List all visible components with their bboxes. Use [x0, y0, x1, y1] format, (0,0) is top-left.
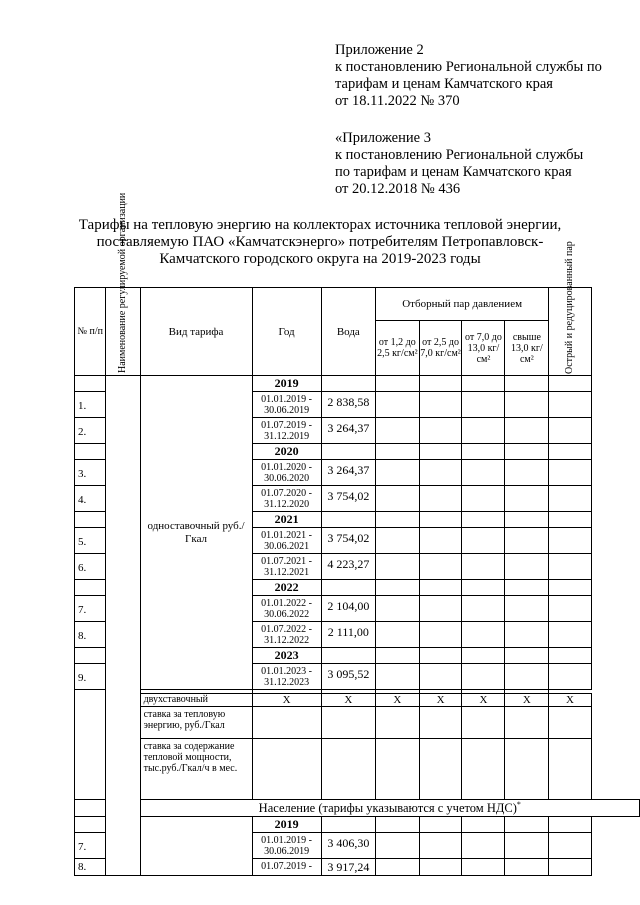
col-header-water: Вода: [321, 288, 375, 376]
row-period: 01.01.2023 - 31.12.2023: [252, 664, 321, 690]
row-water-tariff: 4 223,27: [321, 554, 375, 580]
population-tariff-kind-cell: [140, 817, 252, 876]
col-header-pressure-4: свыше 13,0 кг/см²: [505, 321, 549, 376]
row-number: 5.: [75, 528, 106, 554]
footnote-marker: *: [516, 800, 521, 809]
col-header-sharp-steam: [549, 240, 591, 376]
population-header-row: [75, 800, 640, 817]
row-number: 8.: [75, 622, 106, 648]
year-label: 2019: [252, 376, 321, 392]
col-header-pressure-1: от 1,2 до 2,5 кг/см²: [376, 321, 420, 376]
year-label: 2020: [252, 444, 321, 460]
title-line: Тарифы на тепловую энергию на коллекторах источника тепловой энергии,: [78, 217, 562, 233]
year-row: [75, 376, 640, 392]
appendix-2-line: Приложение 2: [335, 42, 424, 58]
x-mark: X: [419, 694, 462, 707]
col-header-org-text: Наименование регулируемой организации: [117, 192, 129, 373]
row-water-tariff: 3 754,02: [321, 486, 375, 512]
row-number: 9.: [75, 664, 106, 690]
appendix-2-line: к постановлению Региональной службы по: [335, 59, 602, 75]
row-number: 8.: [75, 859, 106, 876]
col-header-pressure-2: от 2,5 до 7,0 кг/см²: [419, 321, 462, 376]
row-period: 01.01.2019 - 30.06.2019: [252, 392, 321, 418]
row-number: 1.: [75, 392, 106, 418]
title-line: Камчатского городского округа на 2019-2023 годы: [159, 251, 481, 267]
col-header-sharp-text: Острый и редуцированный пар: [564, 240, 576, 374]
year-label: 2023: [252, 648, 321, 664]
population-header-text: Население (тарифы указываются с учетом НДС): [258, 801, 517, 816]
row-number: 6.: [75, 554, 106, 580]
energy-rate-label: ставка за тепловую энергию, руб./Гкал: [140, 707, 252, 739]
appendix-3-line: к постановлению Региональной службы: [335, 147, 584, 163]
x-mark: X: [321, 694, 375, 707]
title-line: поставляемую ПАО «Камчатскэнерго» потребителям Петропавловск-: [96, 234, 544, 250]
col-header-year: Год: [252, 288, 321, 376]
row-period: 01.07.2020 - 31.12.2020: [252, 486, 321, 512]
appendix-2-block: [335, 42, 602, 110]
col-header-tariff-kind: Вид тарифа: [140, 288, 252, 376]
num-cell-merged: [75, 690, 106, 800]
appendix-2-line: от 18.11.2022 № 370: [335, 93, 460, 109]
year-label: 2022: [252, 580, 321, 596]
org-cell: [106, 376, 140, 876]
header-row: [75, 288, 640, 321]
row-water-tariff: 3 264,37: [321, 418, 375, 444]
row-number: 4.: [75, 486, 106, 512]
appendix-3-line: по тарифам и ценам Камчатского края: [335, 164, 572, 180]
appendix-3-line: «Приложение 3: [335, 130, 431, 146]
capacity-rate-row: [75, 739, 640, 800]
col-header-org: [106, 192, 140, 376]
row-water-tariff: 3 264,37: [321, 460, 375, 486]
row-period: 01.07.2019 -: [252, 859, 321, 876]
appendix-3-block: [335, 130, 583, 198]
row-water-tariff: 2 104,00: [321, 596, 375, 622]
energy-rate-row: [75, 707, 640, 739]
row-water-tariff: 3 406,30: [321, 833, 375, 859]
document-title: [60, 217, 580, 268]
row-period: 01.01.2022 - 30.06.2022: [252, 596, 321, 622]
row-water-tariff: 2 111,00: [321, 622, 375, 648]
two-rate-label: двухставочный: [140, 694, 252, 707]
row-period: 01.07.2019 - 31.12.2019: [252, 418, 321, 444]
row-period: 01.07.2022 - 31.12.2022: [252, 622, 321, 648]
row-water-tariff: 3 917,24: [321, 859, 375, 876]
capacity-rate-label: ставка за содержание тепловой мощности, тыс.руб./Гкал/ч в мес.: [140, 739, 252, 800]
row-number: 3.: [75, 460, 106, 486]
col-header-num: № п/п: [75, 288, 106, 376]
row-water-tariff: 2 838,58: [321, 392, 375, 418]
two-rate-row: [75, 694, 640, 707]
year-label: 2019: [252, 817, 321, 833]
x-mark: X: [252, 694, 321, 707]
x-mark: X: [376, 694, 420, 707]
row-period: 01.01.2020 - 30.06.2020: [252, 460, 321, 486]
row-period: 01.01.2021 - 30.06.2021: [252, 528, 321, 554]
x-mark: X: [505, 694, 549, 707]
row-water-tariff: 3 754,02: [321, 528, 375, 554]
appendix-3-line: от 20.12.2018 № 436: [335, 181, 461, 197]
row-number: 7.: [75, 596, 106, 622]
col-header-steam: Отборный пар давлением: [376, 288, 549, 321]
row-number: 2.: [75, 418, 106, 444]
row-period: 01.07.2021 - 31.12.2021: [252, 554, 321, 580]
population-header: [140, 800, 639, 817]
appendix-2-line: тарифам и ценам Камчатского края: [335, 76, 553, 92]
num-cell: [75, 800, 106, 817]
row-period: 01.01.2019 - 30.06.2019: [252, 833, 321, 859]
year-row: [75, 817, 640, 833]
x-mark: X: [462, 694, 505, 707]
x-mark: X: [549, 694, 591, 707]
year-label: 2021: [252, 512, 321, 528]
col-header-pressure-3: от 7,0 до 13,0 кг/см²: [462, 321, 505, 376]
row-number: 7.: [75, 833, 106, 859]
row-water-tariff: 3 095,52: [321, 664, 375, 690]
single-rate-label: одноставочный руб./Гкал: [140, 376, 252, 690]
